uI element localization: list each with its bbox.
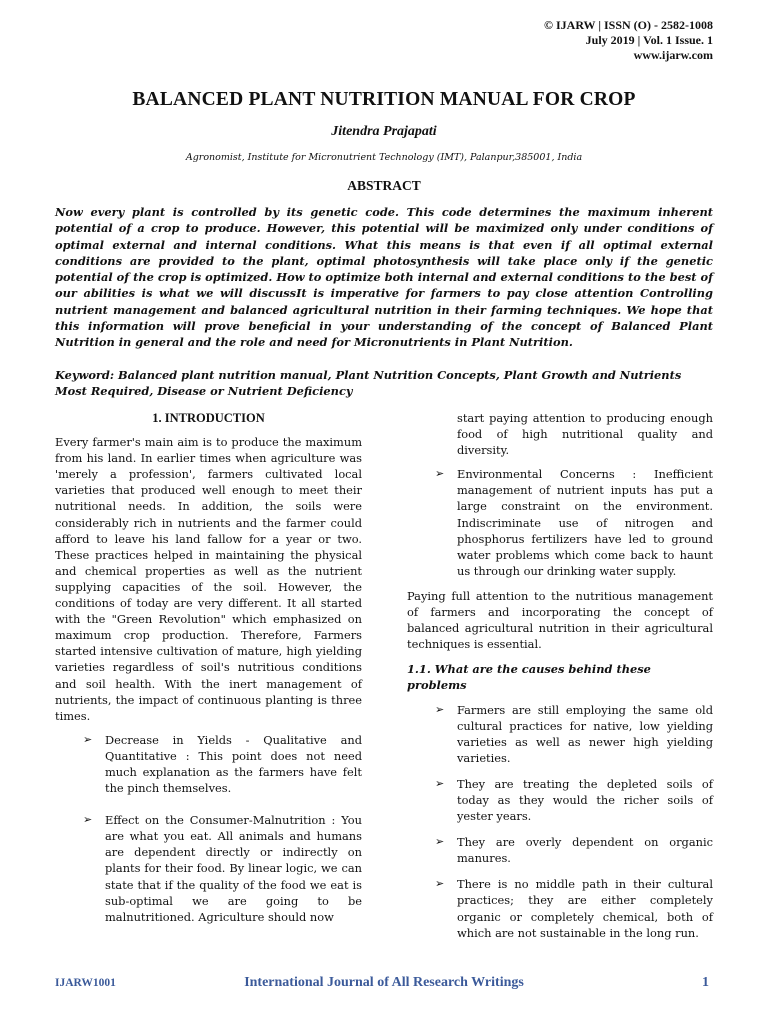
journal-name: International Journal of All Research Writings [244,975,524,990]
header-issue: July 2019 | Vol. 1 Issue. 1 [585,33,713,47]
abstract-text: Now every plant is controlled by its genetic code. This code determines the maximum inherent potential of a crop to produce. However, this potential will be maximized only under conditions of optimal external and internal conditions. What this means is that even if all optimal external conditions are provided to the plant, optimal photosynthesis will take place only if the genetic potential of the crop is optimized. How to optimize both internal and external conditions to the best of our abilities is what we will discussIt is imperative for farmers to pay close attention Controlling nutrient management and balanced agricultural nutrition in their farming techniques. We hope that this information will prove beneficial in your understanding of the concept of Balanced Plant Nutrition in general and the role and need for Micronutrients in Plant Nutrition. [55,205,713,350]
introduction-paragraph: Every farmer's main aim is to produce the maximum from his land. In earlier times when agriculture was 'merely a profession', farmers cultivated local varieties that produced well enough to meet their nutritional needs. In addition, the soils were considerably rich in nutrients and the farmer could afford to leave his land fallow for a year or two. These practices helped in maintaining the physical and chemical properties as well as the nutrient supplying capacities of the soil. However, the conditions of today are very different. It all started with the "Green Revolution" which emphasized on maximum crop production. Therefore, Farmers started intensive cultivation of mature, high yielding varieties regardless of soil's nutritious conditions and soil health. With the inert management of nutrients, the impact of continuous planting is three times. [55,435,362,723]
introduction-paragraph-2: Paying full attention to the nutritious management of farmers and incorporating the concept of balanced agricultural nutrition in their agricultural techniques is essential. [407,588,713,652]
page-footer [55,975,713,993]
list-item [407,834,713,866]
bullet-text: They are treating the depleted soils of today as they would the richer soils of yester years. [457,776,713,824]
header-website: www.ijarw.com [633,48,713,62]
bullet-text: Environmental Concerns : Inefficient management of nutrient inputs has put a large constraint on the environment. Indiscriminate use of nitrogen and phosphorus fertilizers have led to ground water problems which come back to haunt us through our drinking water supply. [457,467,713,578]
introduction-heading: 1. INTRODUCTION [152,411,265,425]
paper-code: IJARW1001 [55,977,116,989]
abstract-heading: ABSTRACT [347,178,421,193]
environment-bullets [407,466,713,579]
list-item [55,812,362,925]
bullet-text: Effect on the Consumer-Malnutrition : You are what you eat. All animals and humans are dependent directly or indirectly on plants for their food. By linear logic, we can state that if the quality of the food we eat is sub-optimal we are going to be malnutritioned. Agriculture should now [105,813,362,924]
author-affiliation: Agronomist, Institute for Micronutrient Technology (IMT), Palanpur,385001, India [185,152,583,163]
right-column [407,410,713,941]
list-item [407,466,713,579]
arrow-bullet-icon: ➢ [435,776,445,790]
list-item [407,876,713,940]
introduction-bullets [55,732,362,925]
header-issn: © IJARW | ISSN (O) - 2582-1008 [544,18,713,32]
arrow-bullet-icon: ➢ [83,813,93,827]
arrow-bullet-icon: ➢ [435,877,445,891]
author-name: Jitendra Prajapati [331,124,437,139]
list-item [407,702,713,766]
paper-title: BALANCED PLANT NUTRITION MANUAL FOR CROP [132,89,636,110]
bullet-text: There is no middle path in their cultural practices; they are either completely organic or completely chemical, both of which are not sustainable in the long run. [457,877,713,940]
arrow-bullet-icon: ➢ [435,835,445,849]
bullet-continuation: start paying attention to producing enough food of high nutritional quality and diversity. [457,411,713,458]
arrow-bullet-icon: ➢ [83,732,93,746]
page-number: 1 [702,975,709,990]
arrow-bullet-icon: ➢ [435,702,445,716]
bullet-text: Decrease in Yields - Qualitative and Quantitative : This point does not need much explanation as the farmers have felt the pinch themselves. [105,732,362,796]
arrow-bullet-icon: ➢ [435,467,445,481]
left-column [55,410,362,925]
list-item [407,776,713,824]
journal-header [544,18,713,63]
list-item [55,732,362,796]
bullet-text: Farmers are still employing the same old cultural practices for native, low yielding varieties as well as newer high yielding varieties. [457,702,713,765]
bullet-text: They are overly dependent on organic manures. [457,835,713,866]
causes-heading: 1.1. What are the causes behind these problems [407,662,651,693]
causes-bullets [407,702,713,941]
keywords: Keyword: Balanced plant nutrition manual, Plant Nutrition Concepts, Plant Growth and Nutrients Most Required, Disease or Nutrient Deficiency [55,368,682,399]
